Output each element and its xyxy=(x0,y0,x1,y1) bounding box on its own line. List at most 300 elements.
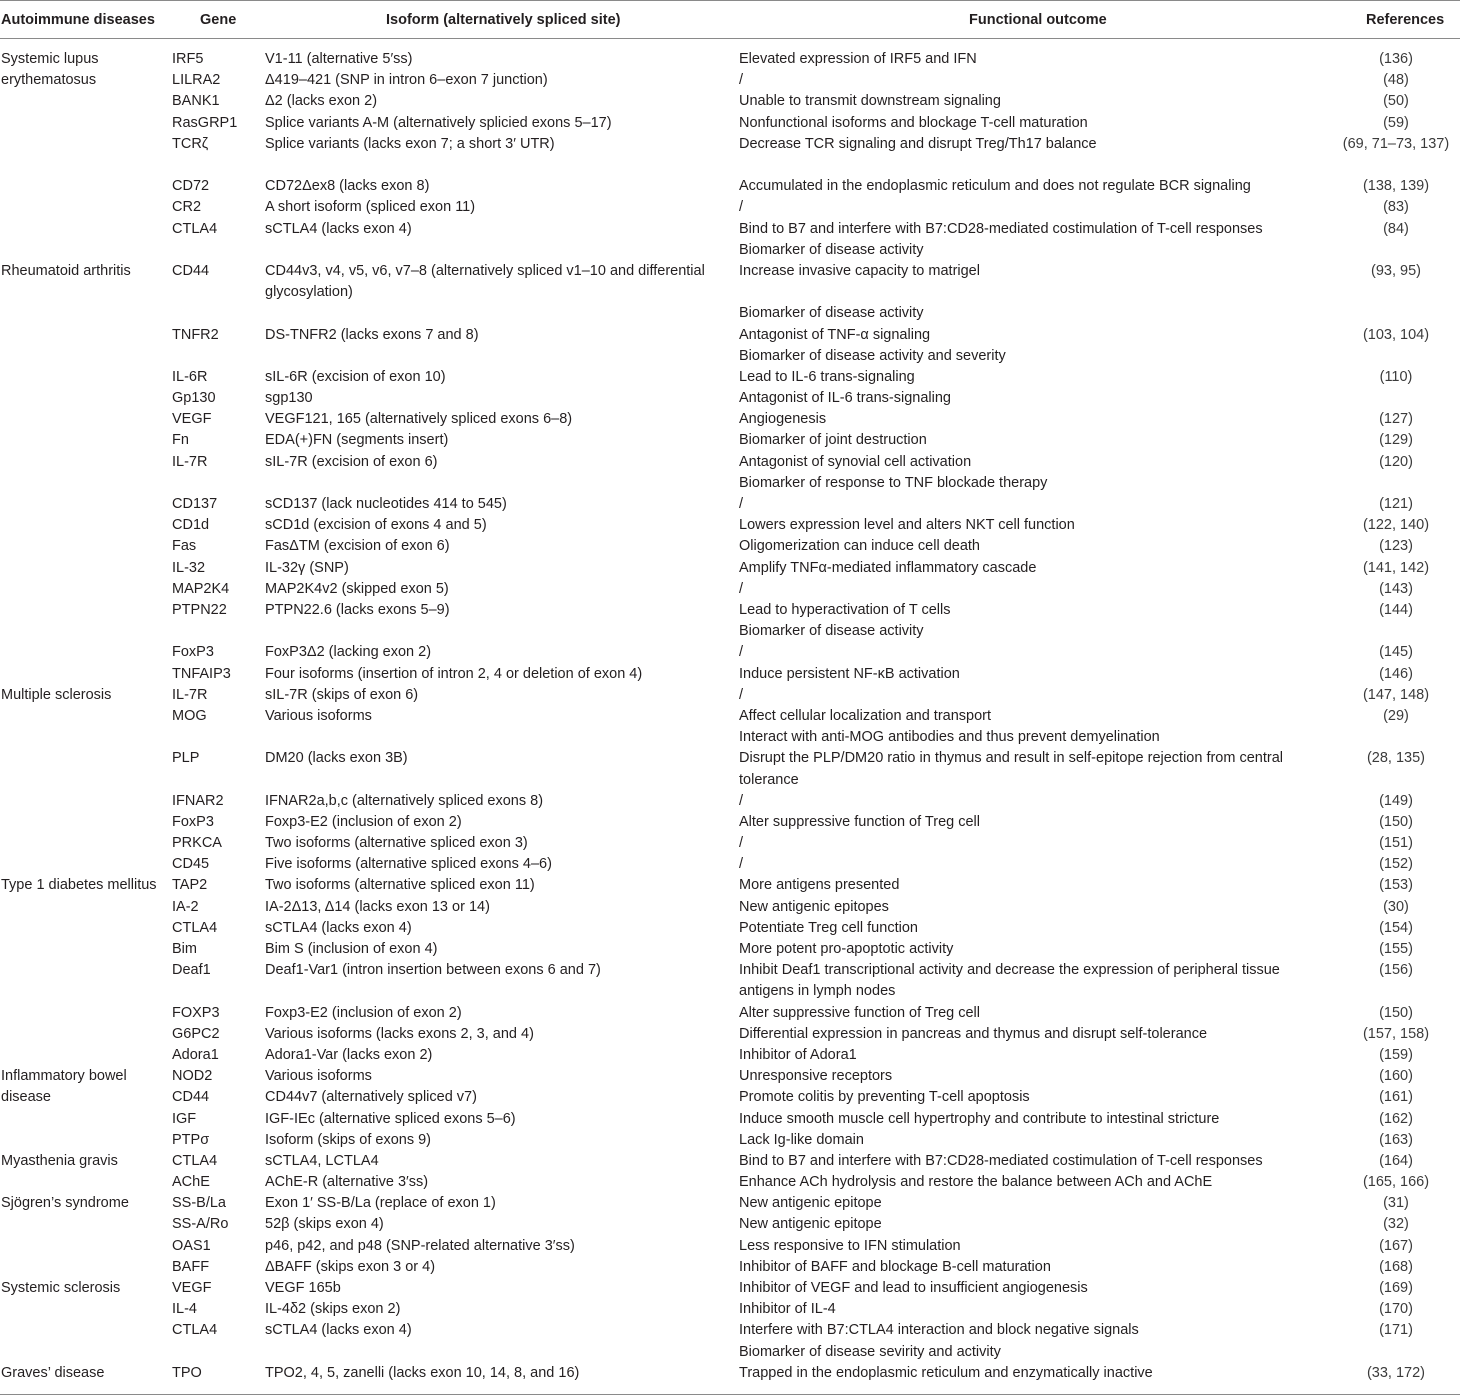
gene-cell: IRF5 xyxy=(172,51,204,67)
functional-outcome-line: Antagonist of TNF-α signaling xyxy=(739,326,931,343)
references-cell: (110) xyxy=(1379,368,1413,385)
functional-outcome-line: Inhibitor of VEGF and lead to insufficient angiogenesis xyxy=(739,1280,1088,1297)
isoform-cell: IA-2Δ13, Δ14 (lacks exon 13 or 14) xyxy=(265,898,490,915)
references-cell: (160) xyxy=(1379,1068,1413,1085)
gene-cell: Gp130 xyxy=(172,390,216,407)
isoform-cell: p46, p42, and p48 (SNP-related alternative 3′ss) xyxy=(265,1237,575,1254)
gene-cell: PRKCA xyxy=(172,835,222,852)
isoform-cell: sIL-7R (skips of exon 6) xyxy=(265,686,419,703)
isoform-cell: sCTLA4, LCTLA4 xyxy=(265,1152,379,1169)
references-cell: (164) xyxy=(1379,1152,1413,1169)
references-cell: (159) xyxy=(1379,1046,1413,1063)
functional-outcome-cell xyxy=(739,791,1329,812)
functional-outcome-line: Biomarker of disease sevirity and activity xyxy=(739,1343,1001,1360)
functional-outcome-line: New antigenic epitopes xyxy=(739,898,889,915)
isoform-cell: Adora1-Var (lacks exon 2) xyxy=(265,1046,433,1063)
table-row xyxy=(0,367,1460,388)
functional-outcome-line: Inhibit Deaf1 transcriptional activity and decrease the expression of peripheral tissue xyxy=(739,962,1280,979)
functional-outcome-cell xyxy=(739,1214,1329,1235)
functional-outcome-line: antigens in lymph nodes xyxy=(739,983,896,1000)
gene-cell: Adora1 xyxy=(172,1046,219,1063)
header-functional-outcome: Functional outcome xyxy=(969,12,1107,28)
functional-outcome-line: Unable to transmit downstream signaling xyxy=(739,93,1001,110)
functional-outcome-cell xyxy=(739,833,1329,854)
functional-outcome-line: / xyxy=(739,686,744,703)
gene-cell: TPO xyxy=(172,1364,202,1381)
gene-cell: IL-6R xyxy=(172,368,208,385)
isoform-cell: 52β (skips exon 4) xyxy=(265,1216,384,1233)
isoform-cell: IGF-IEc (alternative spliced exons 5–6) xyxy=(265,1110,516,1127)
gene-cell: MAP2K4 xyxy=(172,580,230,597)
table-row xyxy=(0,113,1460,134)
gene-cell: IGF xyxy=(172,1110,197,1127)
functional-outcome-cell xyxy=(739,430,1329,451)
table-row xyxy=(0,1193,1460,1214)
table-row xyxy=(0,1236,1460,1257)
table-row xyxy=(0,875,1460,896)
references-cell: (129) xyxy=(1379,432,1413,449)
gene-cell: CD44 xyxy=(172,262,210,279)
functional-outcome-cell xyxy=(739,49,1329,70)
table-row xyxy=(0,1299,1460,1320)
isoform-cell: IL-32γ (SNP) xyxy=(265,559,349,576)
table-bottom-rule xyxy=(0,1394,1460,1395)
gene-cell: CTLA4 xyxy=(172,919,218,936)
gene-cell: NOD2 xyxy=(172,1068,213,1085)
isoform-cell: sCTLA4 (lacks exon 4) xyxy=(265,919,412,936)
references-cell: (32) xyxy=(1383,1216,1409,1233)
table-row xyxy=(0,1320,1460,1362)
gene-cell: IL-32 xyxy=(172,559,206,576)
functional-outcome-cell xyxy=(739,685,1329,706)
references-cell: (165, 166) xyxy=(1362,1174,1430,1191)
functional-outcome-line: / xyxy=(739,792,744,809)
disease-cell: Type 1 diabetes mellitus xyxy=(1,877,157,894)
isoform-cell: sCD137 (lack nucleotides 414 to 545) xyxy=(265,496,507,513)
functional-outcome-cell xyxy=(739,1066,1329,1087)
references-cell: (122, 140) xyxy=(1362,517,1430,534)
gene-cell: FoxP3 xyxy=(172,644,214,661)
functional-outcome-cell xyxy=(739,960,1329,1002)
isoform-cell: CD44v3, v4, v5, v6, v7–8 (alternatively spliced v1–10 and differential glycosylation) xyxy=(265,262,705,301)
functional-outcome-cell xyxy=(739,939,1329,960)
functional-outcome-line: Antagonist of IL-6 trans-signaling xyxy=(739,390,951,407)
gene-cell: PTPN22 xyxy=(172,601,227,618)
table-row xyxy=(0,579,1460,600)
isoform-cell: Δ2 (lacks exon 2) xyxy=(265,93,378,110)
references-cell: (93, 95) xyxy=(1371,262,1421,279)
functional-outcome-cell xyxy=(739,388,1329,409)
functional-outcome-line: More potent pro-apoptotic activity xyxy=(739,941,954,958)
functional-outcome-line: Inhibitor of IL-4 xyxy=(739,1301,836,1318)
table-row xyxy=(0,854,1460,875)
isoform-cell: Δ419–421 (SNP in intron 6–exon 7 junction) xyxy=(265,72,548,89)
functional-outcome-line: More antigens presented xyxy=(739,877,900,894)
functional-outcome-line: Amplify TNFα-mediated inflammatory cascade xyxy=(739,559,1037,576)
functional-outcome-line: Bind to B7 and interfere with B7:CD28-mediated costimulation of T-cell responses xyxy=(739,1152,1263,1169)
table-row xyxy=(0,1109,1460,1130)
table-row xyxy=(0,1214,1460,1235)
functional-outcome-cell xyxy=(739,748,1329,790)
table-row xyxy=(0,642,1460,663)
functional-outcome-cell xyxy=(739,134,1329,155)
gene-cell: CD72 xyxy=(172,178,210,195)
references-cell: (120) xyxy=(1379,453,1413,470)
table-row xyxy=(0,706,1460,748)
gene-cell: CR2 xyxy=(172,199,202,216)
references-cell: (171) xyxy=(1379,1322,1413,1339)
functional-outcome-line: Biomarker of joint destruction xyxy=(739,432,927,449)
functional-outcome-line: Induce persistent NF-κB activation xyxy=(739,665,960,682)
gene-cell: CTLA4 xyxy=(172,1322,218,1339)
references-cell: (59) xyxy=(1383,114,1409,131)
isoform-cell: Foxp3-E2 (inclusion of exon 2) xyxy=(265,1004,462,1021)
gene-cell: G6PC2 xyxy=(172,1025,220,1042)
table-row xyxy=(0,219,1460,261)
references-cell: (103, 104) xyxy=(1362,326,1430,343)
functional-outcome-cell xyxy=(739,452,1329,494)
isoform-cell: FasΔTM (excision of exon 6) xyxy=(265,538,450,555)
functional-outcome-cell xyxy=(739,1172,1329,1193)
table-row xyxy=(0,536,1460,557)
references-cell: (167) xyxy=(1379,1237,1413,1254)
references-cell: (153) xyxy=(1379,877,1413,894)
table-row xyxy=(0,176,1460,197)
table-row xyxy=(0,430,1460,451)
gene-cell: Deaf1 xyxy=(172,962,211,979)
references-cell: (127) xyxy=(1379,411,1413,428)
disease-cell: Graves’ disease xyxy=(1,1364,105,1381)
table-row xyxy=(0,791,1460,812)
gene-cell: CD44 xyxy=(172,1089,210,1106)
isoform-cell: Isoform (skips of exons 9) xyxy=(265,1131,431,1148)
references-cell: (146) xyxy=(1379,665,1413,682)
functional-outcome-cell xyxy=(739,176,1329,197)
functional-outcome-cell xyxy=(739,875,1329,896)
references-cell: (121) xyxy=(1379,496,1413,513)
functional-outcome-cell xyxy=(739,1024,1329,1045)
gene-cell: OAS1 xyxy=(172,1237,211,1254)
functional-outcome-line: Lead to IL-6 trans-signaling xyxy=(739,368,915,385)
disease-cell: Multiple sclerosis xyxy=(1,686,112,703)
header-isoform: Isoform (alternatively spliced site) xyxy=(386,12,621,28)
functional-outcome-cell xyxy=(739,600,1329,642)
isoform-cell: Splice variants A-M (alternatively splicied exons 5–17) xyxy=(265,114,612,131)
gene-cell: VEGF xyxy=(172,1280,212,1297)
references-cell: (161) xyxy=(1379,1089,1413,1106)
references-cell: (154) xyxy=(1379,919,1413,936)
functional-outcome-line: Antagonist of synovial cell activation xyxy=(739,453,972,470)
functional-outcome-line: Lead to hyperactivation of T cells xyxy=(739,601,951,618)
isoform-cell: IL-4δ2 (skips exon 2) xyxy=(265,1301,401,1318)
functional-outcome-line: Nonfunctional isoforms and blockage T-cell maturation xyxy=(739,114,1088,131)
gene-cell: SS-A/Ro xyxy=(172,1216,229,1233)
references-cell: (151) xyxy=(1379,835,1413,852)
functional-outcome-line: Biomarker of disease activity and severity xyxy=(739,347,1006,364)
disease-cell: Rheumatoid arthritis xyxy=(1,262,131,279)
functional-outcome-line: / xyxy=(739,835,744,852)
references-cell: (150) xyxy=(1379,813,1413,830)
functional-outcome-line: Biomarker of response to TNF blockade therapy xyxy=(739,474,1048,491)
functional-outcome-line: Inhibitor of Adora1 xyxy=(739,1046,857,1063)
references-cell: (48) xyxy=(1383,72,1409,89)
header-references: References xyxy=(1366,12,1445,28)
references-cell: (123) xyxy=(1379,538,1413,555)
references-cell: (162) xyxy=(1379,1110,1413,1127)
functional-outcome-line: Trapped in the endoplasmic reticulum and enzymatically inactive xyxy=(739,1364,1153,1381)
gene-cell: IA-2 xyxy=(172,898,199,915)
table-row xyxy=(0,960,1460,1002)
gene-cell: TNFR2 xyxy=(172,326,219,343)
header-autoimmune-diseases: Autoimmune diseases xyxy=(1,12,155,28)
isoform-cell: sgp130 xyxy=(265,390,313,407)
isoform-cell: DM20 (lacks exon 3B) xyxy=(265,750,408,767)
functional-outcome-cell xyxy=(739,1299,1329,1320)
functional-outcome-line: Accumulated in the endoplasmic reticulum and does not regulate BCR signaling xyxy=(739,178,1251,195)
references-cell: (145) xyxy=(1379,644,1413,661)
functional-outcome-line: / xyxy=(739,199,744,216)
table-row xyxy=(0,1363,1460,1384)
isoform-cell: Various isoforms xyxy=(265,707,372,724)
isoform-cell: FoxP3Δ2 (lacking exon 2) xyxy=(265,644,432,661)
functional-outcome-cell xyxy=(739,409,1329,430)
disease-cell: Sjögren’s syndrome xyxy=(1,1195,129,1212)
isoform-cell: PTPN22.6 (lacks exons 5–9) xyxy=(265,601,450,618)
isoform-cell: Bim S (inclusion of exon 4) xyxy=(265,941,438,958)
table-row xyxy=(0,325,1460,367)
isoform-cell: sCTLA4 (lacks exon 4) xyxy=(265,1322,412,1339)
gene-cell: RasGRP1 xyxy=(172,114,238,131)
isoform-cell: Two isoforms (alternative spliced exon 3) xyxy=(265,835,528,852)
table-row xyxy=(0,1024,1460,1045)
functional-outcome-cell xyxy=(739,367,1329,388)
isoform-cell: sIL-7R (excision of exon 6) xyxy=(265,453,438,470)
functional-outcome-line: Biomarker of disease activity xyxy=(739,623,924,640)
disease-cell: Inflammatory bowel disease xyxy=(1,1068,127,1106)
isoform-cell: Exon 1′ SS-B/La (replace of exon 1) xyxy=(265,1195,496,1212)
references-cell: (141, 142) xyxy=(1362,559,1430,576)
references-cell: (157, 158) xyxy=(1362,1025,1430,1042)
table-row xyxy=(0,1151,1460,1172)
functional-outcome-cell xyxy=(739,113,1329,134)
gene-cell: IL-7R xyxy=(172,453,208,470)
functional-outcome-cell xyxy=(739,1003,1329,1024)
references-cell: (84) xyxy=(1383,220,1409,237)
functional-outcome-cell xyxy=(739,1045,1329,1066)
table-header-rule xyxy=(0,38,1460,39)
gene-cell: AChE xyxy=(172,1174,210,1191)
functional-outcome-cell xyxy=(739,1257,1329,1278)
functional-outcome-line: Bind to B7 and interfere with B7:CD28-mediated costimulation of T-cell responses xyxy=(739,220,1263,237)
functional-outcome-line: Elevated expression of IRF5 and IFN xyxy=(739,51,977,67)
table-row xyxy=(0,558,1460,579)
table-row xyxy=(0,748,1460,790)
functional-outcome-line: Affect cellular localization and transport xyxy=(739,707,992,724)
functional-outcome-cell xyxy=(739,197,1329,218)
references-cell: (28, 135) xyxy=(1366,750,1426,767)
isoform-cell: VEGF121, 165 (alternatively spliced exons 6–8) xyxy=(265,411,573,428)
functional-outcome-cell xyxy=(739,558,1329,579)
gene-cell: PLP xyxy=(172,750,200,767)
isoform-cell: EDA(+)FN (segments insert) xyxy=(265,432,449,449)
references-cell: (33, 172) xyxy=(1366,1364,1426,1381)
functional-outcome-cell xyxy=(739,70,1329,91)
functional-outcome-line: Lack Ig-like domain xyxy=(739,1131,864,1148)
table-row xyxy=(0,197,1460,218)
isoform-cell: sCD1d (excision of exons 4 and 5) xyxy=(265,517,487,534)
functional-outcome-cell xyxy=(739,1087,1329,1108)
references-cell: (143) xyxy=(1379,580,1413,597)
table-row xyxy=(0,664,1460,685)
gene-cell: Bim xyxy=(172,941,197,958)
references-cell: (83) xyxy=(1383,199,1409,216)
gene-cell: TNFAIP3 xyxy=(172,665,231,682)
references-cell: (149) xyxy=(1379,792,1413,809)
isoform-cell: sCTLA4 (lacks exon 4) xyxy=(265,220,412,237)
references-cell: (69, 71–73, 137) xyxy=(1342,135,1450,152)
references-cell: (144) xyxy=(1379,601,1413,618)
table-row xyxy=(0,1257,1460,1278)
gene-cell: TAP2 xyxy=(172,877,208,894)
gene-cell: BANK1 xyxy=(172,93,220,110)
isoform-cell: TPO2, 4, 5, zanelli (lacks exon 10, 14, 8, and 16) xyxy=(265,1364,580,1381)
isoform-cell: CD44v7 (alternatively spliced v7) xyxy=(265,1089,477,1106)
table-row xyxy=(0,409,1460,430)
functional-outcome-line: New antigenic epitope xyxy=(739,1195,882,1212)
functional-outcome-line: New antigenic epitope xyxy=(739,1216,882,1233)
isoform-cell: MAP2K4v2 (skipped exon 5) xyxy=(265,580,449,597)
functional-outcome-cell xyxy=(739,494,1329,515)
isoform-cell: Deaf1-Var1 (intron insertion between exons 6 and 7) xyxy=(265,962,601,979)
gene-cell: LILRA2 xyxy=(172,72,221,89)
table-row xyxy=(0,833,1460,854)
functional-outcome-line: Enhance ACh hydrolysis and restore the balance between ACh and AChE xyxy=(739,1174,1213,1191)
gene-cell: SS-B/La xyxy=(172,1195,226,1212)
references-cell: (163) xyxy=(1379,1131,1413,1148)
functional-outcome-cell xyxy=(739,1320,1329,1362)
functional-outcome-line: Lowers expression level and alters NKT cell function xyxy=(739,517,1075,534)
functional-outcome-cell xyxy=(739,664,1329,685)
references-cell: (169) xyxy=(1379,1280,1413,1297)
references-cell: (152) xyxy=(1379,856,1413,873)
functional-outcome-cell xyxy=(739,1130,1329,1151)
isoform-cell: Foxp3-E2 (inclusion of exon 2) xyxy=(265,813,462,830)
functional-outcome-line: / xyxy=(739,644,744,661)
references-cell: (136) xyxy=(1379,51,1413,67)
functional-outcome-line: Differential expression in pancreas and thymus and disrupt self-tolerance xyxy=(739,1025,1208,1042)
functional-outcome-line: Oligomerization can induce cell death xyxy=(739,538,980,555)
functional-outcome-line: Angiogenesis xyxy=(739,411,827,428)
functional-outcome-line: Biomarker of disease activity xyxy=(739,305,924,322)
gene-cell: CD45 xyxy=(172,856,210,873)
isoform-cell: Splice variants (lacks exon 7; a short 3′ UTR) xyxy=(265,135,555,152)
functional-outcome-cell xyxy=(739,706,1329,748)
isoform-cell: ΔBAFF (skips exon 3 or 4) xyxy=(265,1258,436,1275)
table-row xyxy=(0,91,1460,112)
functional-outcome-cell xyxy=(739,812,1329,833)
functional-outcome-line: Less responsive to IFN stimulation xyxy=(739,1237,961,1254)
table-row xyxy=(0,1045,1460,1066)
references-cell: (156) xyxy=(1379,962,1413,979)
isoform-cell: V1-11 (alternative 5′ss) xyxy=(265,51,413,67)
table-row xyxy=(0,1172,1460,1193)
table-row xyxy=(0,1130,1460,1151)
table-row xyxy=(0,261,1460,325)
isoform-cell: Five isoforms (alternative spliced exons 4–6) xyxy=(265,856,552,873)
references-cell: (30) xyxy=(1383,898,1409,915)
functional-outcome-line: Induce smooth muscle cell hypertrophy and contribute to intestinal stricture xyxy=(739,1110,1220,1127)
gene-cell: MOG xyxy=(172,707,207,724)
functional-outcome-line: / xyxy=(739,496,744,513)
functional-outcome-cell xyxy=(739,918,1329,939)
gene-cell: BAFF xyxy=(172,1258,210,1275)
functional-outcome-cell xyxy=(739,1236,1329,1257)
table-row xyxy=(0,70,1460,91)
gene-cell: PTPσ xyxy=(172,1131,210,1148)
gene-cell: FoxP3 xyxy=(172,813,214,830)
references-cell: (150) xyxy=(1379,1004,1413,1021)
isoform-cell: DS-TNFR2 (lacks exons 7 and 8) xyxy=(265,326,479,343)
functional-outcome-cell xyxy=(739,854,1329,875)
table-row xyxy=(0,1087,1460,1108)
functional-outcome-line: tolerance xyxy=(739,771,799,788)
isoform-cell: AChE-R (alternative 3′ss) xyxy=(265,1174,429,1191)
references-cell: (155) xyxy=(1379,941,1413,958)
table-row xyxy=(0,494,1460,515)
table-top-rule xyxy=(0,0,1460,1)
functional-outcome-cell xyxy=(739,579,1329,600)
gene-cell: Fn xyxy=(172,432,189,449)
isoform-cell: Four isoforms (insertion of intron 2, 4 or deletion of exon 4) xyxy=(265,665,643,682)
isoform-cell: A short isoform (spliced exon 11) xyxy=(265,199,476,216)
functional-outcome-line: Biomarker of disease activity xyxy=(739,241,924,258)
functional-outcome-line: Interact with anti-MOG antibodies and thus prevent demyelination xyxy=(739,729,1160,746)
functional-outcome-cell xyxy=(739,515,1329,536)
references-cell: (50) xyxy=(1383,93,1409,110)
functional-outcome-cell xyxy=(739,219,1329,261)
functional-outcome-cell xyxy=(739,91,1329,112)
table-row xyxy=(0,897,1460,918)
disease-cell: Myasthenia gravis xyxy=(1,1152,118,1169)
isoform-cell: Two isoforms (alternative spliced exon 11) xyxy=(265,877,535,894)
isoform-cell: IFNAR2a,b,c (alternatively spliced exons 8) xyxy=(265,792,544,809)
isoform-cell: sIL-6R (excision of exon 10) xyxy=(265,368,446,385)
references-cell: (147, 148) xyxy=(1362,686,1430,703)
functional-outcome-line: / xyxy=(739,856,744,873)
table-row xyxy=(0,812,1460,833)
functional-outcome-cell xyxy=(739,1278,1329,1299)
gene-cell: CTLA4 xyxy=(172,220,218,237)
references-cell: (29) xyxy=(1383,707,1409,724)
table-row xyxy=(0,1278,1460,1299)
gene-cell: IFNAR2 xyxy=(172,792,224,809)
isoform-cell: Various isoforms (lacks exons 2, 3, and 4) xyxy=(265,1025,534,1042)
table-row xyxy=(0,939,1460,960)
functional-outcome-cell xyxy=(739,1363,1329,1384)
table-row xyxy=(0,1003,1460,1024)
table-body xyxy=(0,49,1460,1384)
gene-cell: CD137 xyxy=(172,496,218,513)
functional-outcome-line: Inhibitor of BAFF and blockage B-cell maturation xyxy=(739,1258,1051,1275)
functional-outcome-line xyxy=(739,282,1329,303)
functional-outcome-line: Interfere with B7:CTLA4 interaction and block negative signals xyxy=(739,1322,1139,1339)
functional-outcome-line: Unresponsive receptors xyxy=(739,1068,893,1085)
functional-outcome-cell xyxy=(739,261,1329,325)
isoform-cell: Various isoforms xyxy=(265,1068,372,1085)
functional-outcome-cell xyxy=(739,536,1329,557)
disease-cell: Systemic sclerosis xyxy=(1,1280,121,1297)
gene-cell: VEGF xyxy=(172,411,212,428)
